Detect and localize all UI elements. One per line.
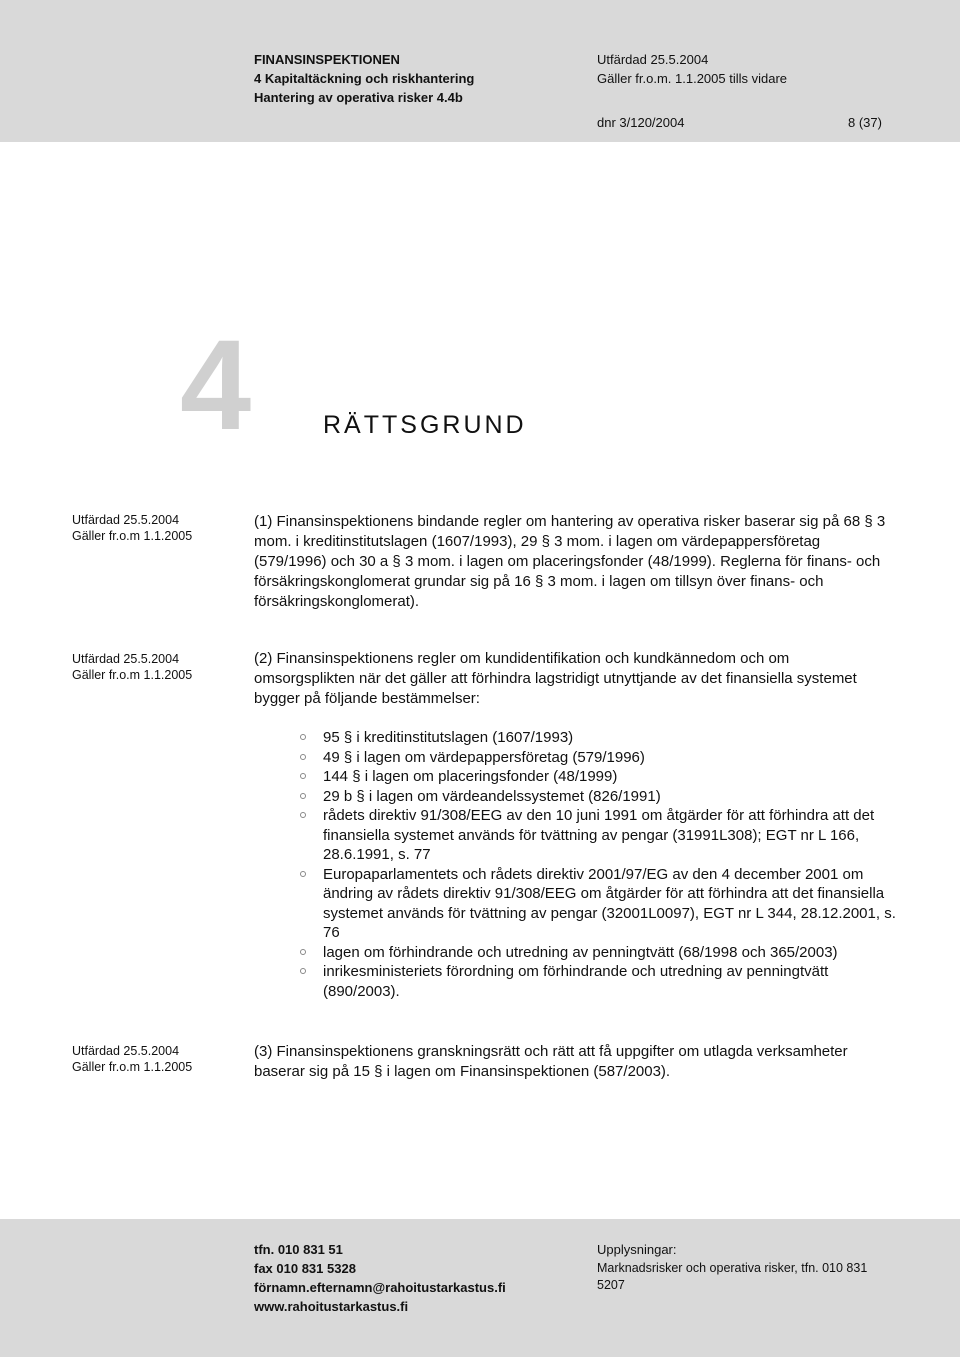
list-item-text: Europaparlamentets och rådets direktiv 2001/97/EG av den 4 december 2001 om ändring av rådets direktiv 91/308/EEG om åtgärder för att förhindra att det finansiella systemet används för tvättning av pengar (32001L0097), EGT nr L 344, 28.12.2001, s. 76 bbox=[323, 865, 896, 941]
chapter-number: 4 bbox=[180, 314, 252, 457]
header-chapter: 4 Kapitaltäckning och riskhantering bbox=[254, 71, 475, 86]
list-item bbox=[300, 962, 900, 1001]
list-item bbox=[300, 787, 900, 807]
page-header bbox=[0, 0, 960, 142]
list-item bbox=[300, 943, 900, 963]
list-item-text: 95 § i kreditinstitutslagen (1607/1993) bbox=[323, 729, 574, 746]
list-item bbox=[300, 806, 900, 865]
footer-fax: fax 010 831 5328 bbox=[254, 1261, 356, 1276]
bullet-icon bbox=[300, 871, 306, 877]
margin-note-valid: Gäller fr.o.m 1.1.2005 bbox=[72, 529, 193, 543]
list-item-text: 49 § i lagen om värdepappersföretag (579/1996) bbox=[323, 748, 645, 766]
footer-info-detail: Marknadsrisker och operativa risker, tfn. 010 831 5207 bbox=[597, 1261, 868, 1292]
header-issued: Utfärdad 25.5.2004 bbox=[597, 52, 709, 67]
footer-phone: tfn. 010 831 51 bbox=[254, 1242, 343, 1257]
margin-note-issued: Utfärdad 25.5.2004 bbox=[72, 1044, 180, 1058]
list-item-text: 29 b § i lagen om värdeandelssystemet (826/1991) bbox=[323, 787, 661, 805]
chapter-title: RÄTTSGRUND bbox=[323, 411, 527, 439]
margin-note-issued: Utfärdad 25.5.2004 bbox=[72, 513, 180, 527]
margin-note-valid: Gäller fr.o.m 1.1.2005 bbox=[72, 1060, 193, 1074]
margin-note-issued: Utfärdad 25.5.2004 bbox=[72, 652, 180, 666]
margin-note-3 bbox=[72, 1043, 192, 1075]
header-left-block bbox=[254, 50, 474, 107]
header-right-block bbox=[597, 50, 787, 88]
paragraph-1: (1) Finansinspektionens bindande regler om hantering av operativa risker baserar sig på 68 § 3 mom. i kreditinstitutslagen (1607/1993), 29 § 3 mom. i lagen om värdepappersföretag (579/1996) och 30 a § 3 mom. i lagen om placeringsfonder (48/1999). Reglerna för finans- och försäkringskonglomerat grundar sig på 16 § 3 mom. i lagen om tillsyn över finans- och försäkringskonglomerat). bbox=[254, 513, 886, 610]
list-item bbox=[300, 748, 900, 768]
list-item-text: lagen om förhindrande och utredning av penningtvätt (68/1998 och 365/2003) bbox=[323, 943, 838, 961]
header-dnr: dnr 3/120/2004 bbox=[597, 115, 685, 130]
footer-info-label: Upplysningar: bbox=[597, 1242, 677, 1257]
footer-info bbox=[597, 1240, 887, 1294]
list-item-text: 144 § i lagen om placeringsfonder (48/1999) bbox=[323, 768, 618, 785]
list-item bbox=[300, 865, 900, 943]
paragraph-2: (2) Finansinspektionens regler om kundidentifikation och kundkännedom och om omsorgsplikten när det gäller att förhindra lagstridigt utnyttjande av det finansiella systemet bygger på följande bestämmelser: bbox=[254, 650, 857, 707]
bullet-icon bbox=[300, 812, 306, 818]
list-item bbox=[300, 767, 900, 787]
list-item-text: rådets direktiv 91/308/EEG av den 10 juni 1991 om åtgärder för att förhindra att det finansiella systemet används för tvättning av pengar (31991L308); EGT nr L 166, 28.6.1991, s. 77 bbox=[323, 807, 875, 863]
bullet-icon bbox=[300, 773, 306, 779]
header-valid: Gäller fr.o.m. 1.1.2005 tills vidare bbox=[597, 71, 788, 86]
header-page-number: 8 (37) bbox=[848, 115, 882, 130]
footer-email[interactable]: förnamn.efternamn@rahoitustarkastus.fi bbox=[254, 1280, 506, 1295]
list-item-text: inrikesministeriets förordning om förhindrande och utredning av penningtvätt (890/2003). bbox=[323, 963, 829, 1000]
provisions-list bbox=[300, 728, 900, 1001]
bullet-icon bbox=[300, 968, 306, 974]
footer-website[interactable]: www.rahoitustarkastus.fi bbox=[254, 1299, 409, 1314]
margin-note-2 bbox=[72, 651, 192, 683]
footer-contact bbox=[254, 1240, 506, 1316]
bullet-icon bbox=[300, 754, 306, 760]
header-org: FINANSINSPEKTIONEN bbox=[254, 52, 400, 67]
bullet-icon bbox=[300, 949, 306, 955]
header-subsection: Hantering av operativa risker 4.4b bbox=[254, 90, 463, 105]
margin-note-valid: Gäller fr.o.m 1.1.2005 bbox=[72, 668, 193, 682]
list-item bbox=[300, 728, 900, 748]
paragraph-3: (3) Finansinspektionens granskningsrätt och rätt att få uppgifter om utlagda verksamheter baserar sig på 15 § i lagen om Finansinspektionen (587/2003). bbox=[254, 1043, 848, 1080]
margin-note-1 bbox=[72, 512, 192, 544]
bullet-icon bbox=[300, 793, 306, 799]
bullet-icon bbox=[300, 734, 306, 740]
